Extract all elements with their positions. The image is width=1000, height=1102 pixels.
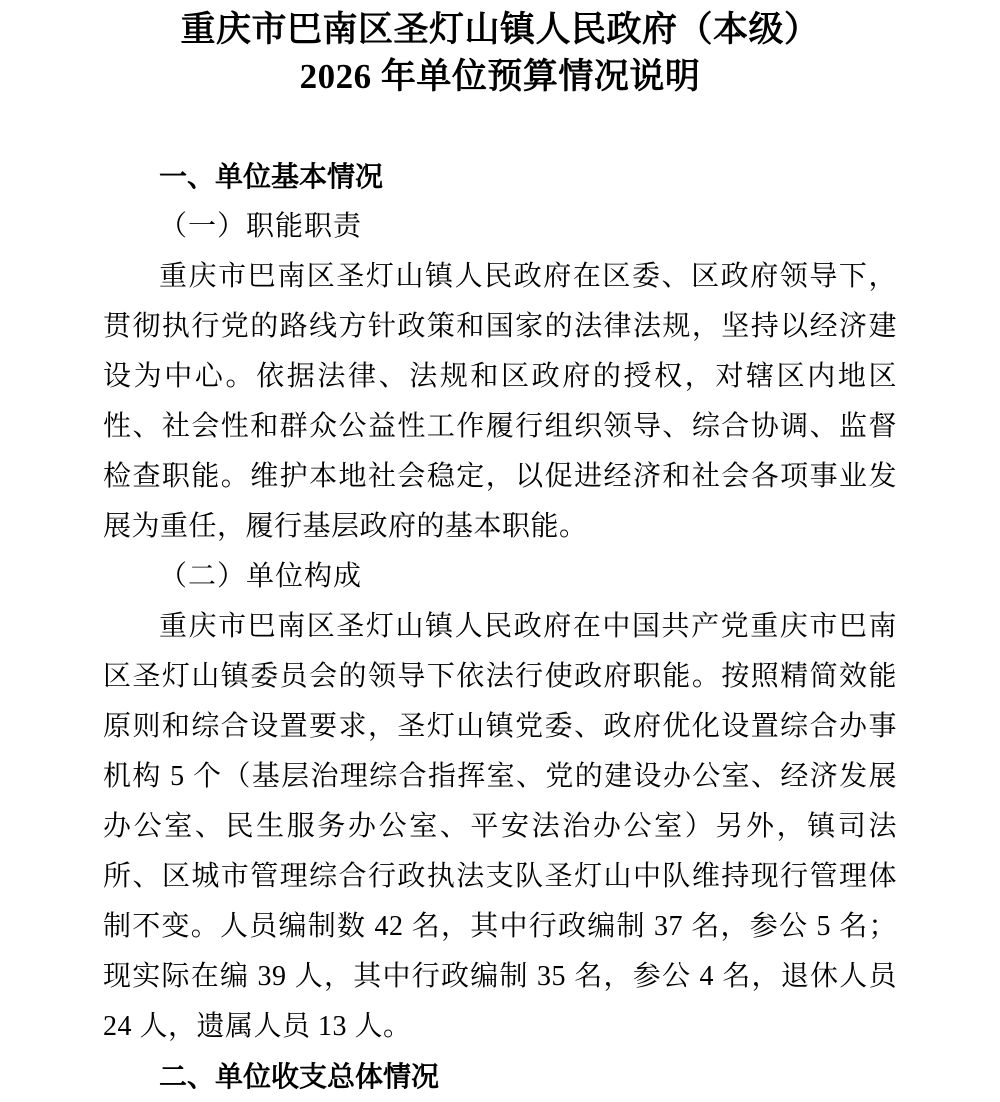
subsection-heading-composition: （二）单位构成	[159, 561, 363, 592]
paragraph-functions: 重庆市巴南区圣灯山镇人民政府在区委、区政府领导下，贯彻执行党的路线方针政策和国家的法律法规，坚持以经济建设为中心。依据法律、法规和区政府的授权，对辖区内地区性、社会性和群众公益性工作履行组织领导、综合协调、监督检查职能。维护本地社会稳定，以促进经济和社会各项事业发展为重任，履行基层政府的基本职能。	[103, 261, 897, 542]
subsection-heading-functions: （一）职能职责	[159, 211, 363, 242]
paragraph-composition: 重庆市巴南区圣灯山镇人民政府在中国共产党重庆市巴南区圣灯山镇委员会的领导下依法行使政府职能。按照精简效能原则和综合设置要求，圣灯山镇党委、政府优化设置综合办事机构 5 个（基层治理综合指挥室、党的建设办公室、经济发展办公室、民生服务办公室、平安法治办公室）另外，镇司法所、区城市管理综合行政执法支队圣灯山中队维持现行管理体制不变。人员编制数 42 名，其中行政编制 37 名，参公 5 名；现实际在编 39 人，其中行政编制 35 名，参公 4 名，退休人员 24 人，遗属人员 13 人。	[103, 611, 897, 1042]
section-heading-basic-info: 一、单位基本情况	[159, 161, 384, 192]
document-title	[103, 6, 897, 100]
section-heading-revenue-expenditure: 二、单位收支总体情况	[159, 1061, 440, 1092]
title-spacer	[103, 100, 897, 152]
title-line-2: 2026 年单位预算情况说明	[299, 57, 701, 96]
title-line-1: 重庆市巴南区圣灯山镇人民政府（本级）	[180, 10, 820, 49]
